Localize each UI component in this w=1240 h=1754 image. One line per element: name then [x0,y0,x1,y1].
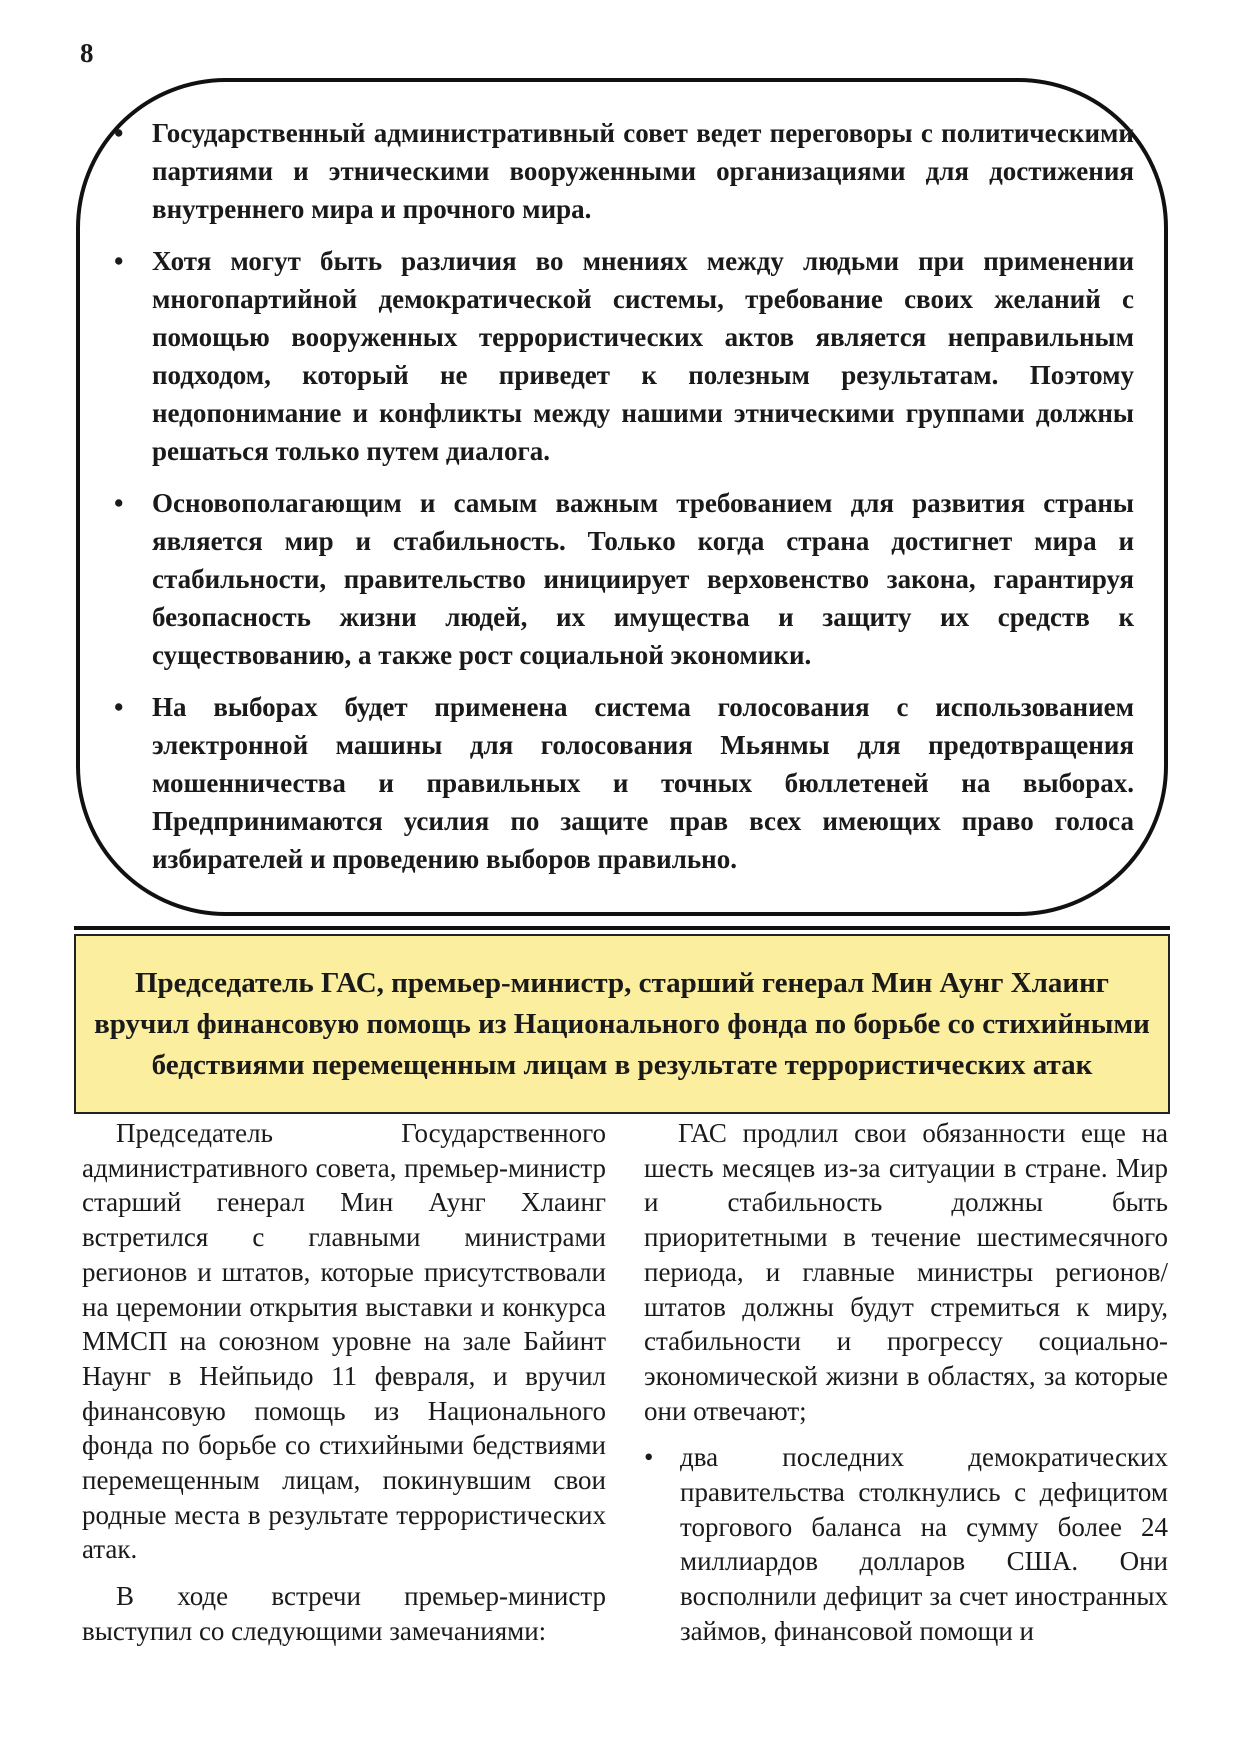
page-number: 8 [80,38,94,68]
headline-divider [74,926,1170,930]
paragraph: Председатель Государственного административного совета, премьер-министр старший генерал Мин Аунг Хлаинг встретился с главными министрами регионов и штатов, которые присутствовали на церемонии открытия выставки и конкурса ММСП на союзном уровне на зале Байинт Наунг в Нейпьидо 11 февраля, и вручил финансовую помощь из Национального фонда по борьбе со стихийными бедствиями перемещенным лицам, покинувшим свои родные места в результате террористических атак. [82,1118,606,1565]
article-headline: Председатель ГАС, премьер-министр, старший генерал Мин Аунг Хлаинг вручил финансовую помощь из Национального фонда по борьбе со стихийными бедствиями перемещенным лицам в результате террористических атак [94,966,1150,1081]
bullet-item: • Государственный административный совет ведет переговоры с политическими партиями и этническими вооруженными организациями для достижения внутреннего мира и прочного мира. [110,114,1134,228]
right-column [644,1116,1168,1649]
left-column [82,1116,606,1661]
bullet-item: • Хотя могут быть различия во мнениях между людьми при применении многопартийной демократической системы, требование своих желаний с помощью вооруженных террористических актов является неправильным подходом, который не приведет к полезным результатам. Поэтому недопонимание и конфликты между нашими этническими группами должны решаться только путем диалога. [110,242,1134,470]
bullet-item: • Основополагающим и самым важным требованием для развития страны является мир и стабильность. Только когда страна достигнет мира и стабильности, правительство инициирует верховенство закона, гарантируя безопасность жизни людей, их имущества и защиту их средств к существованию, а также рост социальной экономики. [110,484,1134,674]
bullet-item: • На выборах будет применена система голосования с использованием электронной машины для голосования Мьянмы для предотвращения мошенничества и правильных и точных бюллетеней на выборах. Предпринимаются усилия по защите прав всех имеющих право голоса избирателей и проведению выборов правильно. [110,688,1134,878]
paragraph: ГАС продлил свои обязанности еще на шесть месяцев из-за ситуации в стране. Мир и стабильность должны быть приоритетными в течение шестимесячного периода, и главные министры регионов/штатов должны будут стремиться к миру, стабильности и прогрессу социально-экономической жизни в областях, за которые они отвечают; [644,1118,1168,1426]
bullet-item: • два последних демократических правительства столкнулись с дефицитом торгового баланса на сумму более 24 миллиардов долларов США. Они восполнили дефицит за счет иностранных займов, финансовой помощи и [644,1440,1168,1648]
headline-banner [74,934,1170,1114]
bullet-box-list [110,114,1134,892]
right-column-bullets [644,1440,1168,1648]
paragraph: В ходе встречи премьер-министр выступил со следующими замечаниями: [82,1581,606,1646]
